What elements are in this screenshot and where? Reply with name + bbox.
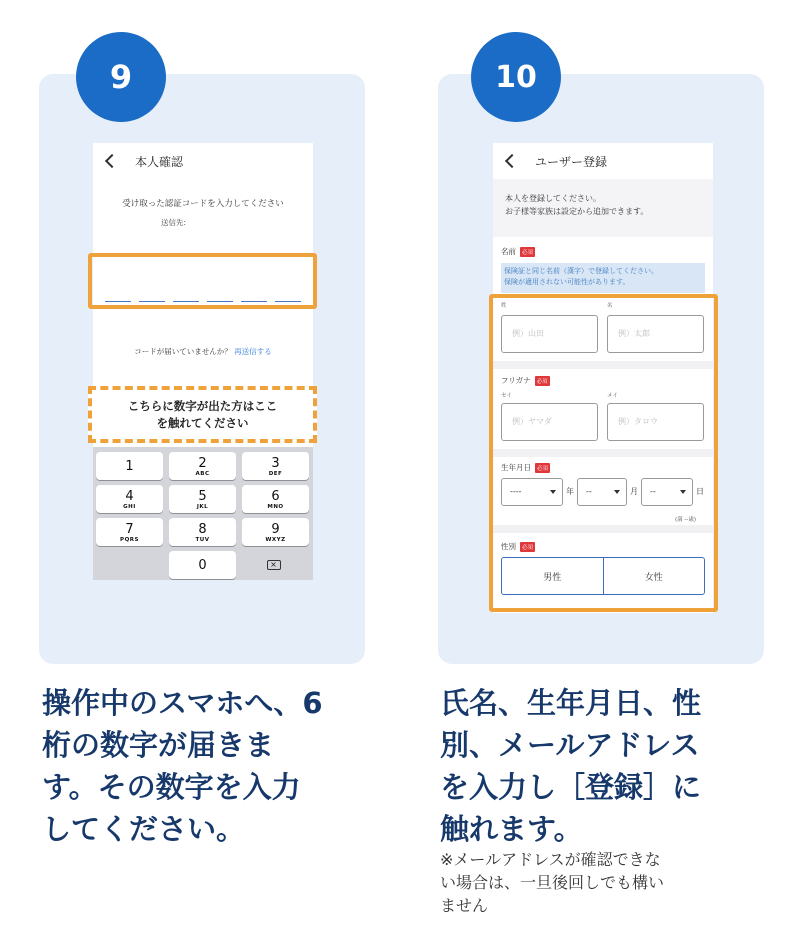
birth-year-select[interactable]: ---- <box>501 478 563 506</box>
first-name-kana-input[interactable]: 例）タロウ <box>607 403 704 441</box>
year-unit: 年 <box>566 487 574 496</box>
key-8[interactable]: 8 TUV <box>169 518 236 546</box>
step-10-caption: 氏名、生年月日、性 別、メールアドレス を入力し［登録］に 触れます。 <box>440 686 702 846</box>
code-instruction: 受け取った認証コードを入力してください <box>122 199 284 209</box>
furigana-label: フリガナ 必須 <box>501 376 548 385</box>
required-badge: 必須 <box>520 542 535 552</box>
code-input-highlight <box>88 253 317 309</box>
mei-kana-label: メイ <box>607 393 618 399</box>
back-chevron-icon[interactable] <box>505 154 519 168</box>
sei-kana-label: セイ <box>501 393 512 399</box>
sent-to-label: 送信先: <box>161 218 187 227</box>
resend-link[interactable]: 再送信する <box>234 347 272 356</box>
page-title: 本人確認 <box>135 154 184 169</box>
step-9-caption: 操作中のスマホへ、6 桁の数字が届きま す。その数字を入力 してください。 <box>42 686 323 846</box>
intro-line: お子様等家族は設定から追加できます。 <box>505 207 649 216</box>
gender-female-button[interactable]: 女性 <box>644 572 663 583</box>
key-3[interactable]: 3 DEF <box>242 452 309 480</box>
form-highlight <box>489 294 718 612</box>
key-7[interactable]: 7 PQRS <box>96 518 163 546</box>
intro-line: 本人を登録してください。 <box>505 194 601 203</box>
name-section-header <box>493 237 713 297</box>
last-name-input[interactable]: 例）山田 <box>501 315 598 353</box>
step-number-badge: 9 <box>76 32 166 122</box>
delete-key[interactable] <box>240 551 307 579</box>
required-badge: 必須 <box>535 376 550 386</box>
required-badge: 必須 <box>535 463 550 473</box>
callout-line: こちらに数字が出た方はここ <box>127 398 278 413</box>
key-9[interactable]: 9 WXYZ <box>242 518 309 546</box>
age-display: (満 --歳) <box>675 517 697 523</box>
registration-intro <box>493 179 713 237</box>
key-1[interactable]: 1 <box>96 452 163 480</box>
sei-label: 姓 <box>501 303 507 309</box>
autofill-callout[interactable] <box>88 386 317 443</box>
gender-label: 性別 必須 <box>501 542 534 551</box>
email-note: ※メールアドレスが確認できな い場合は、一旦後回しでも構い ません <box>440 850 665 915</box>
name-note: 保険証と同じ名前（漢字）で登録してください。 保険が適用されない可能性があります。 <box>501 263 705 293</box>
name-label: 名前 必須 <box>501 247 534 256</box>
step-number-badge: 10 <box>471 32 561 122</box>
numeric-keypad <box>93 447 313 580</box>
screen-header <box>493 143 713 179</box>
birthday-label: 生年月日 必須 <box>501 463 549 472</box>
resend-question: コードが届いていませんか？ <box>134 347 232 356</box>
key-4[interactable]: 4 GHI <box>96 485 163 513</box>
page-title: ユーザー登録 <box>535 154 608 169</box>
birth-month-select[interactable]: -- <box>577 478 627 506</box>
required-badge: 必須 <box>520 247 535 257</box>
backspace-icon: × <box>267 560 281 570</box>
key-0[interactable]: 0 <box>169 551 236 579</box>
last-name-kana-input[interactable]: 例）ヤマダ <box>501 403 598 441</box>
first-name-input[interactable]: 例）太郎 <box>607 315 704 353</box>
resend-row <box>93 346 313 357</box>
day-unit: 日 <box>696 487 704 496</box>
gender-male-button[interactable]: 男性 <box>502 558 604 594</box>
key-5[interactable]: 5 JKL <box>169 485 236 513</box>
screen-header <box>93 143 313 179</box>
callout-line: を触れてください <box>156 415 249 430</box>
back-chevron-icon[interactable] <box>105 154 119 168</box>
key-2[interactable]: 2 ABC <box>169 452 236 480</box>
month-unit: 月 <box>630 487 638 496</box>
key-6[interactable]: 6 MNO <box>242 485 309 513</box>
mei-label: 名 <box>607 303 613 309</box>
birth-day-select[interactable]: -- <box>641 478 693 506</box>
